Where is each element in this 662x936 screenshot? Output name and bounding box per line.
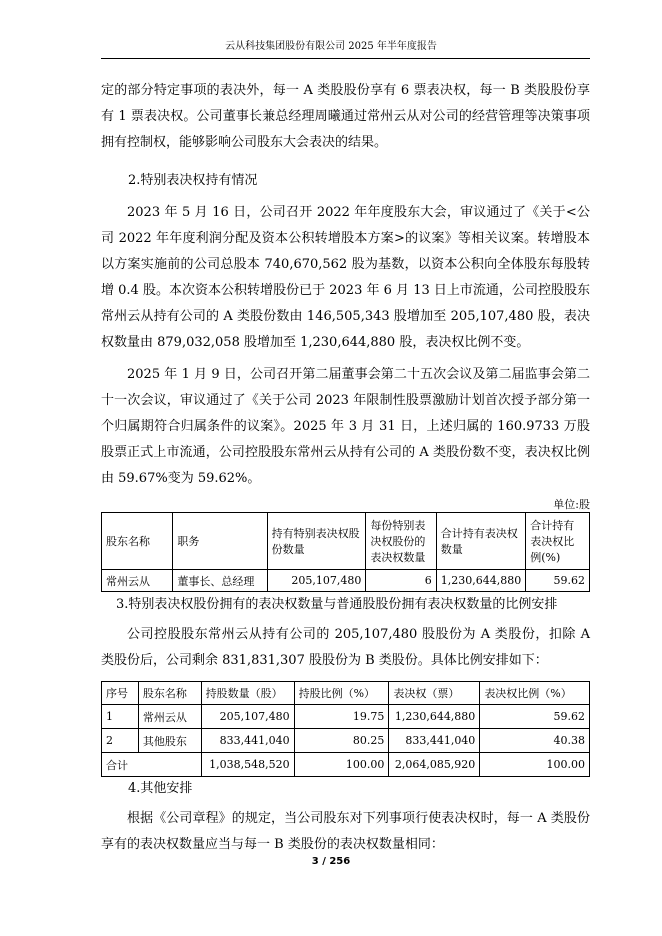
header-cell: 序号 [102,682,139,705]
header-cell: 合计持有表决权比例(%) [526,513,590,570]
paragraph-share-classes: 公司控股股东常州云从持有公司的 205,107,480 股股份为 A 类股份，扣除 A 类股份后，公司剩余 831,831,307 股股份为 B 类股份。具体比例安排如下： [101,627,590,668]
header-rule [101,58,590,59]
special-voting-table [101,512,590,592]
heading-other-arrangements: 4.其他安排 [128,781,193,796]
table-cell: 59.62 [526,570,590,592]
header-cell: 表决权（票） [389,682,480,705]
table-cell: 常州云从 [102,570,173,592]
table-cell: 205,107,480 [267,570,366,592]
header-cell: 表决权比例（%） [480,682,590,705]
header-cell: 持有特别表决权股份数量 [267,513,366,570]
table-cell: 其他股东 [138,729,201,753]
table-cell: 2 [102,729,139,753]
table-header-row [102,513,590,570]
table-cell: 1,230,644,880 [389,705,480,729]
table-row [102,570,590,592]
header-cell: 合计持有表决权数量 [436,513,525,570]
table-cell: 100.00 [294,753,389,777]
table-total-row [102,753,590,777]
table-cell: 常州云从 [138,705,201,729]
ratio-arrangement-table [101,681,590,777]
header-cell: 持股数量（股） [201,682,294,705]
table-cell: 1,038,548,520 [201,753,294,777]
table-cell: 205,107,480 [201,705,294,729]
table-row [102,729,590,753]
total-label-cell: 合计 [102,753,202,777]
header-cell: 每份特别表决权股份的表决权数量 [366,513,436,570]
table-cell: 100.00 [480,753,590,777]
header-cell: 股东名称 [138,682,201,705]
table-cell: 6 [366,570,436,592]
paragraph-restricted-stock: 2025 年 1 月 9 日，公司召开第二届董事会第二十五次会议及第二届监事会第二十一次会议，审议通过了《关于公司 2023 年限制性股票激励计划首次授予部分第一个归属期符合归属条件的议案》。2025 年 3 月 31 日，上述归属的 160.9733 万股股票正式上市流通，公司控股股东常州云从持有公司的 A 类股份数不变，表决权比例由 59.67%变为 59.62%。 [101,367,590,486]
table-cell: 833,441,040 [389,729,480,753]
table-cell: 1,230,644,880 [436,570,525,592]
table-cell: 董事长、总经理 [173,570,267,592]
table-cell: 19.75 [294,705,389,729]
header-cell: 股东名称 [102,513,173,570]
paragraph-articles-rule: 根据《公司章程》的规定，当公司股东对下列事项行使表决权时，每一 A 类股份享有的表决权数量应当与每一 B 类股份的表决权数量相同： [101,811,590,852]
table-cell: 833,441,040 [201,729,294,753]
heading-ratio-arrangement: 3.特别表决权股份拥有的表决权数量与普通股股份拥有表决权数量的比例安排 [116,597,558,612]
page-header: 云从科技集团股份有限公司 2025 年半年度报告 [225,41,437,52]
paragraph-capital-conversion: 2023 年 5 月 16 日，公司召开 2022 年年度股东大会，审议通过了《关于<公司 2022 年年度利润分配及资本公积转增股本方案>的议案》等相关议案。转增股本以方案实施前的公司总股本 740,670,562 股为基数，以资本公积向全体股东每股转增 0.4 股。本次资本公积转增股份已于 2023 年 6 月 13 日上市流通，公司控股股东常州云从持有公司的 A 类股份数由 146,505,343 股增加至 205,107,480 股，表决权数量由 879,032,058 股增加至 1,230,644,880 股，表决权比例不变。 [101,205,590,350]
table-cell: 1 [102,705,139,729]
header-cell: 持股比例（%） [294,682,389,705]
heading-special-voting-holding: 2.特别表决权持有情况 [128,173,258,188]
header-cell: 职务 [173,513,267,570]
paragraph-voting-rights: 定的部分特定事项的表决外，每一 A 类股股份享有 6 票表决权，每一 B 类股股份享有 1 票表决权。公司董事长兼总经理周曦通过常州云从对公司的经营管理等决策事项拥有控制权，能够影响公司股东大会表决的结果。 [101,83,590,150]
table-cell: 80.25 [294,729,389,753]
unit-label: 单位:股 [553,498,590,511]
page-number: 3 / 256 [311,856,351,867]
table-cell: 2,064,085,920 [389,753,480,777]
table-cell: 40.38 [480,729,590,753]
table-header-row [102,682,590,705]
table-cell: 59.62 [480,705,590,729]
table-row [102,705,590,729]
